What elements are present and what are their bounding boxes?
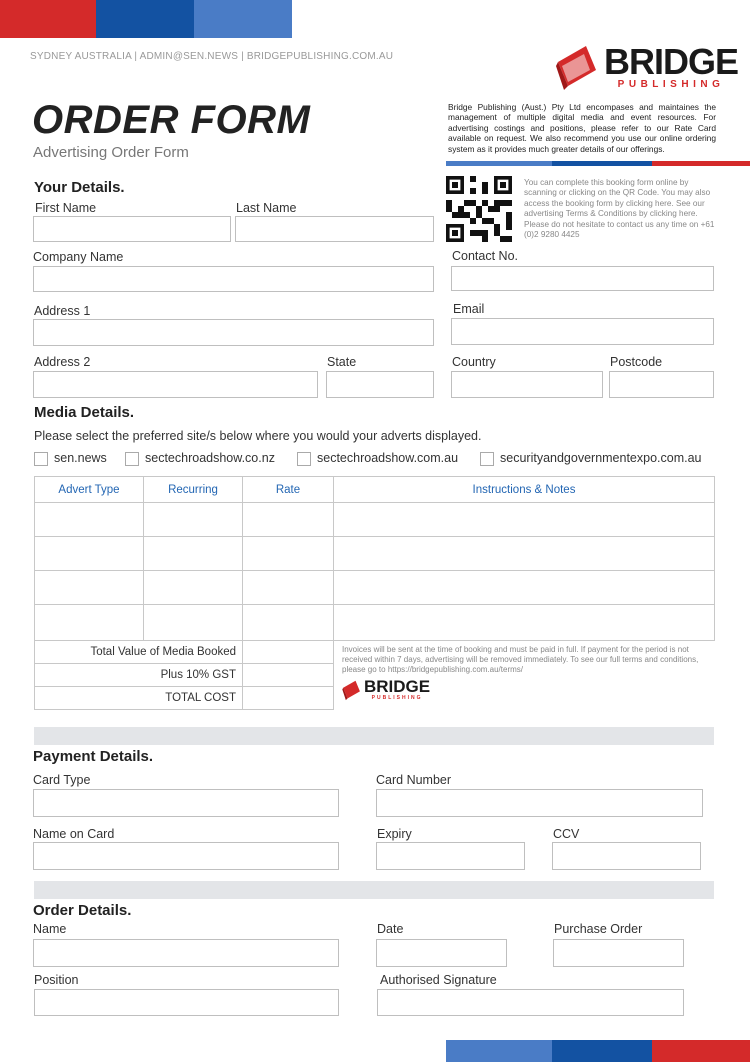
cell[interactable] (35, 571, 144, 605)
total-value-label: Total Value of Media Booked (35, 641, 243, 664)
name-label: Name (33, 922, 67, 936)
gst-field[interactable] (243, 664, 334, 687)
divider-red (652, 161, 750, 166)
media-instruction: Please select the preferred site/s below where you would your adverts displayed. (34, 429, 482, 443)
table-row[interactable] (35, 537, 715, 571)
purchase-order-field[interactable] (553, 939, 684, 967)
card-type-field[interactable] (33, 789, 339, 817)
address2-label: Address 2 (34, 355, 91, 369)
name-on-card-label: Name on Card (33, 827, 115, 841)
first-name-field[interactable] (33, 216, 231, 242)
purchase-order-label: Purchase Order (554, 922, 643, 936)
site-label: securityandgovernmentexpo.com.au (500, 451, 702, 465)
table-row[interactable] (35, 571, 715, 605)
divider-light-blue (446, 161, 552, 166)
site-checkbox-sge[interactable] (480, 452, 494, 466)
bridge-logo-small (342, 679, 707, 701)
table-row[interactable] (35, 503, 715, 537)
site-checkbox-sectech-au[interactable] (297, 452, 311, 466)
your-details-heading: Your Details. (34, 179, 125, 196)
logo-text: BRIDGE (604, 40, 739, 82)
book-logo-icon (342, 679, 362, 701)
media-details-heading: Media Details. (34, 404, 135, 421)
postcode-field[interactable] (609, 371, 714, 398)
total-cost-label: TOTAL COST (35, 687, 243, 710)
contact-line: SYDNEY AUSTRALIA | ADMIN@SEN.NEWS | BRIDGEPUBLISHING.COM.AU (30, 51, 394, 62)
invoice-note: Invoices will be sent at the time of booking and must be paid in full. If payment for the period is not received within 7 days, advertising will be removed immediately. To see our full terms and conditions, please go to https://bridgepublishing.com.au/terms/ (342, 645, 699, 674)
book-logo-icon (556, 42, 600, 92)
logo-subtext: PUBLISHING (371, 695, 423, 701)
col-advert-type: Advert Type (35, 477, 144, 503)
page-title: ORDER FORM (32, 98, 311, 142)
country-label: Country (452, 355, 496, 369)
order-details-heading: Order Details. (33, 902, 132, 919)
cell[interactable] (243, 537, 334, 571)
cell[interactable] (144, 537, 243, 571)
intro-text: Bridge Publishing (Aust.) Pty Ltd encompases and maintaines the management of multiple digital media and event resources. For advertising costings and positions, please refer to our Rate Card available on request. We also recommend you use our online ordering system as it provides much greater details of our offerings. (448, 102, 716, 154)
site-checkbox-sectech-nz[interactable] (125, 452, 139, 466)
last-name-label: Last Name (236, 201, 297, 215)
cell[interactable] (144, 605, 243, 641)
address1-label: Address 1 (34, 304, 91, 318)
payment-details-heading: Payment Details. (33, 748, 154, 765)
expiry-field[interactable] (376, 842, 525, 870)
qr-code-icon[interactable] (446, 176, 512, 242)
gst-label: Plus 10% GST (35, 664, 243, 687)
first-name-label: First Name (35, 201, 97, 215)
ccv-field[interactable] (552, 842, 701, 870)
card-type-label: Card Type (33, 773, 91, 787)
top-bar-dark-blue (96, 0, 194, 38)
table-row[interactable] (35, 605, 715, 641)
address1-field[interactable] (33, 319, 434, 346)
col-instructions: Instructions & Notes (334, 477, 715, 503)
logo-text: BRIDGE (364, 677, 431, 696)
cell[interactable] (243, 571, 334, 605)
contact-field[interactable] (451, 266, 714, 291)
company-field[interactable] (33, 266, 434, 292)
site-checkbox-sen-news[interactable] (34, 452, 48, 466)
postcode-label: Postcode (610, 355, 663, 369)
media-table (34, 476, 715, 710)
expiry-label: Expiry (377, 827, 412, 841)
contact-label: Contact No. (452, 249, 519, 263)
card-number-field[interactable] (376, 789, 703, 817)
email-field[interactable] (451, 318, 714, 345)
cell[interactable] (35, 605, 144, 641)
signature-field[interactable] (377, 989, 684, 1016)
col-recurring: Recurring (144, 477, 243, 503)
email-label: Email (453, 302, 485, 316)
cell[interactable] (334, 605, 715, 641)
country-field[interactable] (451, 371, 603, 398)
bridge-logo (556, 42, 738, 92)
last-name-field[interactable] (235, 216, 434, 242)
top-bar-red (0, 0, 96, 38)
name-field[interactable] (33, 939, 339, 967)
cell[interactable] (144, 503, 243, 537)
site-label: sectechroadshow.co.nz (145, 451, 275, 465)
state-field[interactable] (326, 371, 434, 398)
position-field[interactable] (34, 989, 339, 1016)
cell[interactable] (35, 503, 144, 537)
date-label: Date (377, 922, 404, 936)
table-header-row (35, 477, 715, 503)
state-label: State (327, 355, 357, 369)
cell[interactable] (243, 503, 334, 537)
col-rate: Rate (243, 477, 334, 503)
cell[interactable] (334, 503, 715, 537)
page-subtitle: Advertising Order Form (33, 144, 189, 161)
qr-info-text: You can complete this booking form online by scanning or clicking on the QR Code. You may also access the booking form by clicking here. See our advertising Terms & Conditions by clicking here. Please do not hesitate to contact us any time on +61 (0)2 9280 4425 (524, 178, 715, 240)
top-bar-light-blue (194, 0, 292, 38)
position-label: Position (34, 973, 79, 987)
name-on-card-field[interactable] (33, 842, 339, 870)
bottom-bar-red (652, 1040, 750, 1062)
cell[interactable] (334, 537, 715, 571)
cell[interactable] (334, 571, 715, 605)
ccv-label: CCV (553, 827, 580, 841)
company-label: Company Name (33, 250, 124, 264)
total-value-field[interactable] (243, 641, 334, 664)
date-field[interactable] (376, 939, 507, 967)
cell[interactable] (243, 605, 334, 641)
section-separator (34, 727, 714, 745)
invoice-note-cell (334, 641, 715, 710)
total-cost-field[interactable] (243, 687, 334, 710)
site-label: sen.news (54, 451, 107, 465)
divider-dark-blue (552, 161, 652, 166)
card-number-label: Card Number (376, 773, 452, 787)
signature-label: Authorised Signature (380, 973, 497, 987)
cell[interactable] (35, 537, 144, 571)
bottom-bar-dark-blue (552, 1040, 652, 1062)
bottom-bar-light-blue (446, 1040, 552, 1062)
logo-subtext: PUBLISHING (617, 78, 725, 90)
site-label: sectechroadshow.com.au (317, 451, 459, 465)
cell[interactable] (144, 571, 243, 605)
address2-field[interactable] (33, 371, 318, 398)
section-separator (34, 881, 714, 899)
